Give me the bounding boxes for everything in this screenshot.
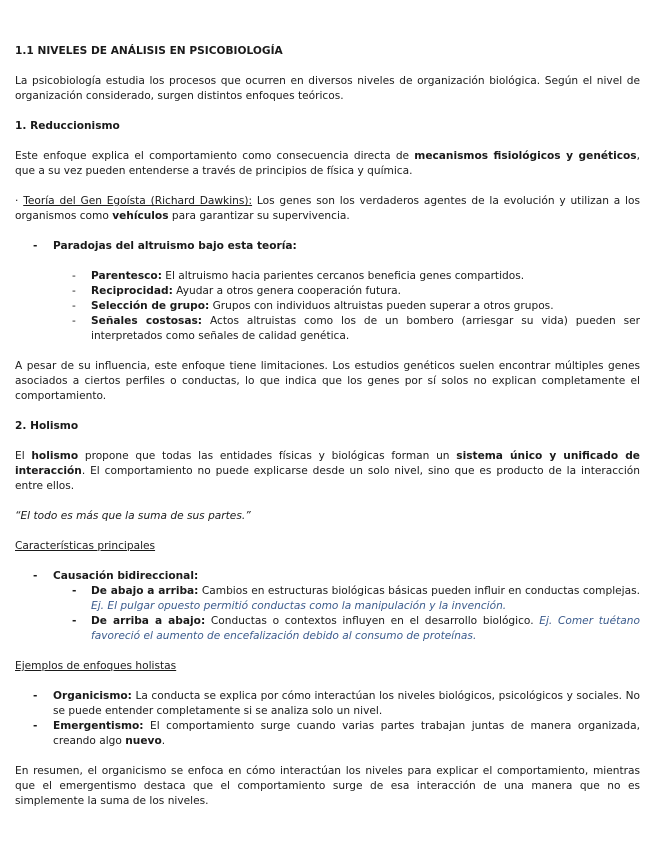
quote: “El todo es más que la suma de sus partes.” — [15, 510, 251, 522]
dash-marker: - — [72, 270, 76, 282]
list-item-term: Parentesco: — [91, 270, 162, 282]
paradox-heading: Paradojas del altruismo bajo esta teoría: — [53, 240, 297, 252]
selfish-gene-paragraph — [15, 194, 640, 224]
causation-heading: Causación bidireccional: — [53, 570, 199, 582]
text-run: El — [15, 450, 32, 462]
example-text: Ej. Comer tuétano favoreció el aumento de encefalización debido al consumo de proteínas. — [91, 615, 640, 642]
list-item — [15, 314, 640, 344]
document-page — [15, 44, 640, 809]
causation-heading-item — [15, 569, 640, 584]
text-run: . El comportamiento no puede explicarse desde un solo nivel, sino que es producto de la interacción entre ellos. — [15, 465, 640, 492]
list-item-text: La conducta se explica por cómo interactúan los niveles biológicos, psicológicos y sociales. No se puede entender completamente si se analiza solo un nivel. — [53, 690, 640, 717]
limitations-paragraph: A pesar de su influencia, este enfoque tiene limitaciones. Los estudios genéticos suelen encontrar múltiples genes asociados a ciertos perfiles o conductas, lo que indica que los genes por sí solos no explican completamente el comportamiento. — [15, 360, 640, 402]
text-run: Los genes son los verdaderos agentes de la evolución y utilizan a los organismos como — [15, 195, 640, 222]
section-heading-holismo: 2. Holismo — [15, 420, 79, 432]
paradox-list — [15, 269, 640, 344]
characteristics-heading: Características principales — [15, 540, 156, 552]
selfish-gene-title: Teoría del Gen Egoísta (Richard Dawkins): — [23, 195, 253, 207]
list-item-text: Ayudar a otros genera cooperación futura. — [172, 285, 402, 297]
text-run: Este enfoque explica el comportamiento como consecuencia directa de — [15, 150, 415, 162]
intro-paragraph: La psicobiología estudia los procesos que ocurren en diversos niveles de organización biológica. Según el nivel de organización considerado, surgen distintos enfoques teóricos. — [15, 75, 640, 102]
bold-run: vehículos — [112, 210, 169, 222]
text-run: para garantizar su supervivencia. — [168, 210, 350, 222]
list-item — [15, 269, 640, 284]
list-item-text: Conductas o contextos influyen en el desarrollo biológico. — [205, 615, 540, 627]
list-item — [15, 689, 640, 719]
list-item — [15, 719, 640, 749]
list-item-text: El altruismo hacia parientes cercanos beneficia genes compartidos. — [161, 270, 525, 282]
dash-marker: - — [72, 285, 76, 297]
paradox-heading-item — [15, 239, 640, 254]
bullet-marker: · — [15, 195, 19, 207]
dash-marker: - — [72, 585, 77, 597]
dash-marker: - — [72, 315, 76, 327]
approaches-list — [15, 689, 640, 749]
holismo-paragraph — [15, 449, 640, 494]
list-item-text: Actos altruistas como los de un bombero (arriesgar su vida) pueden ser interpretados como señales de calidad genética. — [91, 315, 640, 342]
list-item-term: Organicismo: — [53, 690, 132, 702]
reduccionismo-paragraph — [15, 149, 640, 179]
text-run: propone que todas las entidades físicas y biológicas forman un — [78, 450, 457, 462]
bold-run: sistema único y unificado de interacción — [15, 450, 640, 477]
section-heading-reduccionismo: 1. Reduccionismo — [15, 120, 120, 132]
list-item-text: Cambios en estructuras biológicas básicas pueden influir en conductas complejas. — [198, 585, 640, 597]
list-item-term: De arriba a abajo: — [91, 615, 206, 627]
dash-marker: - — [72, 615, 77, 627]
list-item — [15, 284, 640, 299]
dash-marker: - — [33, 570, 38, 582]
examples-heading: Ejemplos de enfoques holistas — [15, 660, 177, 672]
dash-marker: - — [72, 300, 76, 312]
example-text: Ej. El pulgar opuesto permitió conductas como la manipulación y la invención. — [91, 600, 507, 612]
list-item — [15, 299, 640, 314]
dash-marker: - — [33, 690, 38, 702]
dash-marker: - — [33, 720, 38, 732]
list-item-term: De abajo a arriba: — [91, 585, 199, 597]
causation-list — [15, 584, 640, 644]
text-run: , que a su vez pueden entenderse a través de principios de física y química. — [15, 150, 640, 177]
page-title: 1.1 NIVELES DE ANÁLISIS EN PSICOBIOLOGÍA — [15, 45, 283, 57]
list-item-term: Emergentismo: — [53, 720, 144, 732]
bold-run: nuevo — [125, 735, 162, 747]
bold-run: holismo — [31, 450, 79, 462]
list-item-text: El comportamiento surge cuando varias partes trabajan juntas de manera organizada, creando algo — [53, 720, 640, 747]
list-item-term: Reciprocidad: — [91, 285, 173, 297]
list-item-text: Grupos con individuos altruistas pueden superar a otros grupos. — [209, 300, 554, 312]
summary-paragraph: En resumen, el organicismo se enfoca en cómo interactúan los niveles para explicar el comportamiento, mientras que el emergentismo destaca que el comportamiento surge de esa interacción de una manera que no es simplemente la suma de los niveles. — [15, 765, 640, 807]
list-item — [15, 584, 640, 614]
text-run: . — [161, 735, 166, 747]
list-item-term: Señales costosas: — [91, 315, 203, 327]
list-item-term: Selección de grupo: — [91, 300, 210, 312]
bold-run: mecanismos fisiológicos y genéticos — [414, 150, 637, 162]
dash-marker: - — [33, 240, 38, 252]
list-item — [15, 614, 640, 644]
